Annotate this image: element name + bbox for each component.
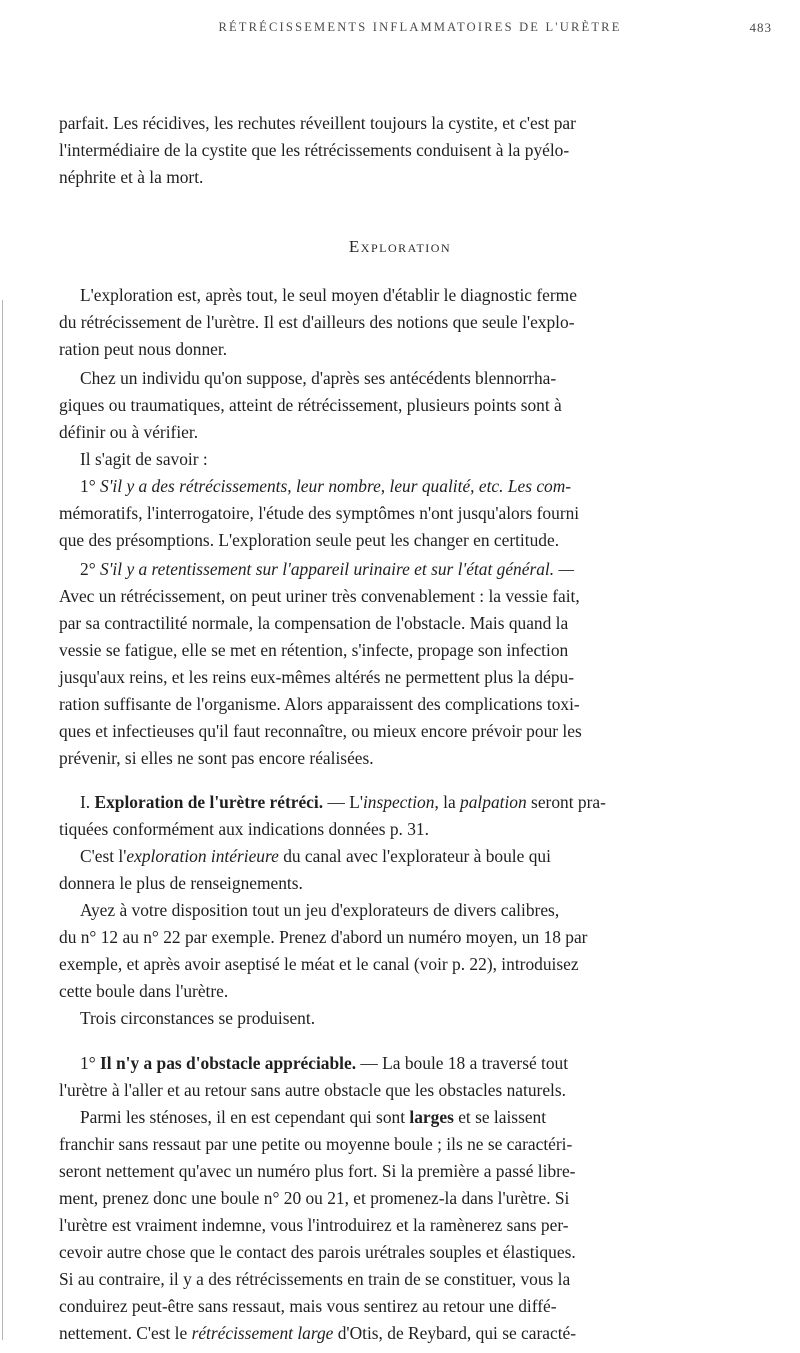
line-text: — La boule 18 a traversé tout [356, 1053, 569, 1073]
text-line [59, 1293, 800, 1319]
emphasis-phrase: rétrécissement large [191, 1323, 334, 1343]
line-text: , la [434, 792, 461, 812]
text-line [59, 1320, 800, 1346]
line-text: tiquées conformément aux indications données p. 31. [59, 819, 429, 839]
text-line [80, 897, 800, 923]
line-text: vessie se fatigue, elle se met en rétention, s'infecte, propage son infection [59, 640, 569, 660]
text-line [59, 924, 800, 950]
text-line [59, 1158, 800, 1184]
line-text: Ayez à votre disposition tout un jeu d'explorateurs de divers calibres, [80, 900, 560, 920]
text-line [59, 816, 800, 842]
line-text: jusqu'aux reins, et les reins eux-mêmes altérés ne permettent plus la dépu- [59, 667, 575, 687]
line-text: seront nettement qu'avec un numéro plus fort. Si la première a passé libre- [59, 1161, 576, 1181]
text-line [59, 110, 780, 136]
line-text: seront pra- [526, 792, 606, 812]
line-text: C'est l' [80, 846, 127, 866]
line-text: conduirez peut-être sans ressaut, mais vous sentirez au retour une diffé- [59, 1296, 557, 1316]
line-text [59, 1323, 576, 1343]
line-text: prévenir, si elles ne sont pas encore réalisées. [59, 748, 374, 768]
line-text: mémoratifs, l'interrogatoire, l'étude des symptômes n'ont jusqu'alors fourni [59, 503, 580, 523]
line-text: Chez un individu qu'on suppose, d'après ses antécédents blennorrha- [80, 368, 557, 388]
text-line [59, 637, 800, 663]
text-line [59, 137, 800, 163]
line-text: l'urètre à l'aller et au retour sans autre obstacle que les obstacles naturels. [59, 1080, 567, 1100]
text-line [59, 527, 800, 553]
line-text: d'Otis, de Reybard, qui se caracté- [333, 1323, 577, 1343]
text-line [80, 1104, 800, 1130]
text-line [80, 282, 800, 308]
text-line [59, 419, 800, 445]
text-line [80, 789, 800, 815]
line-text: ration peut nous donner. [59, 339, 228, 359]
text-line [59, 1185, 800, 1211]
line-text: S'il y a retentissement sur l'appareil urinaire et sur l'état général. — [100, 559, 574, 579]
text-line [80, 446, 800, 472]
list-number: 2° [80, 559, 96, 579]
text-line [59, 978, 800, 1004]
running-title: RÉTRÉCISSEMENTS INFLAMMATOIRES DE L'URÈTRE [218, 20, 622, 34]
text-line [59, 951, 800, 977]
text-line [59, 164, 800, 190]
line-text: giques ou traumatiques, atteint de rétrécissement, plusieurs points sont à [59, 395, 562, 415]
text-line [59, 745, 800, 771]
line-text: — L' [327, 792, 363, 812]
line-text: l'intermédiaire de la cystite que les rétrécissements conduisent à la pyélo- [59, 140, 570, 160]
text-line [59, 583, 800, 609]
line-text: par sa contractilité normale, la compensation de l'obstacle. Mais quand la [59, 613, 569, 633]
line-text: parfait. Les récidives, les rechutes réveillent toujours la cystite, et c'est par [59, 113, 576, 133]
line-text: S'il y a des rétrécissements, leur nombre, leur qualité, etc. Les com- [100, 476, 572, 496]
line-text: Parmi les sténoses, il en est cependant qui sont larges et se laissent [80, 1107, 547, 1127]
line-text: franchir sans ressaut par une petite ou moyenne boule ; ils ne se caractéri- [59, 1134, 573, 1154]
line-text: définir ou à vérifier. [59, 422, 199, 442]
line-text: l'urètre est vraiment indemne, vous l'introduirez et la ramènerez sans per- [59, 1215, 569, 1235]
line-text: Avec un rétrécissement, on peut uriner très convenablement : la vessie fait, [59, 586, 580, 606]
list-number: I. [80, 792, 91, 812]
text-line [80, 556, 800, 582]
case-heading: Il n'y a pas d'obstacle appréciable. [100, 1053, 357, 1073]
line-text: néphrite et à la mort. [59, 167, 204, 187]
line-text: donnera le plus de renseignements. [59, 873, 303, 893]
subsection-heading: Exploration de l'urètre rétréci. [94, 792, 324, 812]
text-line [59, 1212, 800, 1238]
text-line [59, 691, 800, 717]
line-text: que des présomptions. L'exploration seule peut les changer en certitude. [59, 530, 560, 550]
text-line [80, 843, 800, 869]
text-line [80, 1050, 800, 1076]
text-line [59, 336, 800, 362]
text-line [59, 870, 800, 896]
text-line [59, 1077, 800, 1103]
text-line [80, 1005, 800, 1031]
line-text: inspection [362, 792, 435, 812]
emphasis-word: larges [409, 1107, 454, 1127]
text-line [59, 1239, 800, 1265]
text-line [59, 1131, 800, 1157]
text-line [80, 365, 800, 391]
line-text: L'exploration est, après tout, le seul moyen d'établir le diagnostic ferme [80, 285, 577, 305]
line-text: Si au contraire, il y a des rétrécissements en train de se constituer, vous la [59, 1269, 571, 1289]
line-text: exemple, et après avoir aseptisé le méat et le canal (voir p. 22), introduisez [59, 954, 579, 974]
line-text: cevoir autre chose que le contact des parois urétrales souples et élastiques. [59, 1242, 576, 1262]
page-edge-mark [2, 300, 3, 1340]
text-line [59, 718, 800, 744]
text-line [59, 309, 800, 335]
line-text: nettement. C'est le [59, 1323, 192, 1343]
page-number: 483 [749, 20, 772, 35]
text-line [59, 392, 800, 418]
text-line [80, 473, 800, 499]
line-text: du canal avec l'explorateur à boule qui [278, 846, 551, 866]
section-heading: Exploration [348, 237, 452, 256]
line-text: Trois circonstances se produisent. [80, 1008, 316, 1028]
line-text: cette boule dans l'urètre. [59, 981, 229, 1001]
line-text: ment, prenez donc une boule n° 20 ou 21, et promenez-la dans l'urètre. Si [59, 1188, 570, 1208]
text-line [59, 500, 800, 526]
line-text: du n° 12 au n° 22 par exemple. Prenez d'abord un numéro moyen, un 18 par [59, 927, 588, 947]
line-text: ration suffisante de l'organisme. Alors apparaissent des complications toxi- [59, 694, 580, 714]
text-line [59, 610, 800, 636]
line-text: du rétrécissement de l'urètre. Il est d'ailleurs des notions que seule l'explo- [59, 312, 575, 332]
line-text: ques et infectieuses qu'il faut reconnaître, ou mieux encore prévoir pour les [59, 721, 582, 741]
line-text: palpation [460, 792, 527, 812]
list-number: 1° [80, 1053, 96, 1073]
line-text: exploration intérieure [126, 846, 279, 866]
text-line [59, 664, 800, 690]
text-line [59, 1266, 800, 1292]
line-text: Il s'agit de savoir : [80, 449, 208, 469]
list-number: 1° [80, 476, 96, 496]
